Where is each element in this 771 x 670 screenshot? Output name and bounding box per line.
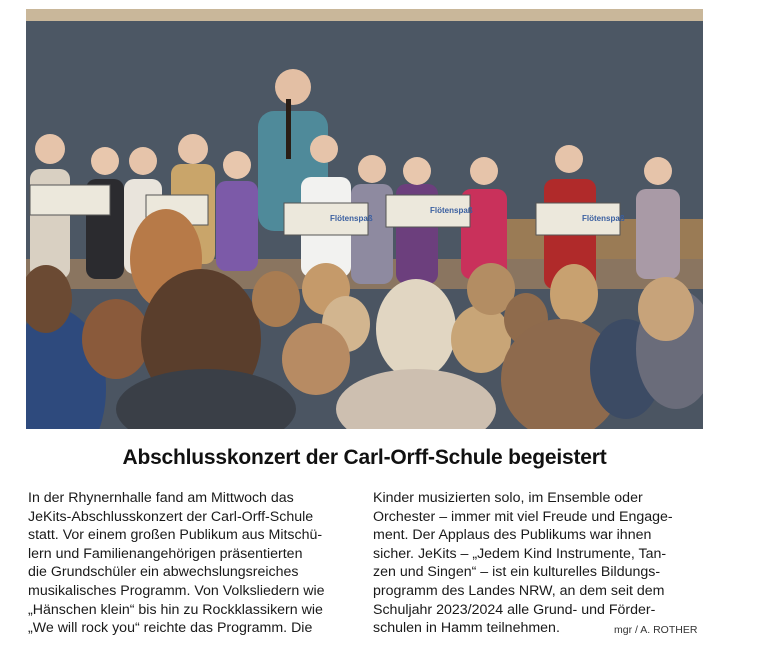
text-line: lern und Familienangehörigen präsentierten bbox=[28, 545, 303, 562]
text-line: schulen in Hamm teilnehmen. bbox=[373, 620, 560, 637]
svg-text:Flötenspaß: Flötenspaß bbox=[330, 214, 373, 223]
text-line: programm des Landes NRW, an dem seit dem bbox=[373, 582, 665, 599]
text-line: Kinder musizierten solo, im Ensemble oder bbox=[373, 490, 643, 506]
text-line: Schuljahr 2023/2024 alle Grund- und Förder- bbox=[373, 601, 656, 618]
svg-text:Flötenspaß: Flötenspaß bbox=[430, 206, 473, 215]
text-line: Orchester – immer mit viel Freude und Engage- bbox=[373, 508, 673, 525]
text-line: „We will rock you“ reichte das Programm. Die bbox=[28, 620, 313, 637]
text-line: „Hänschen klein“ bis hin zu Rockklassikern wie bbox=[28, 601, 323, 618]
text-line: In der Rhynernhalle fand am Mittwoch das bbox=[28, 490, 294, 506]
text-line: sicher. JeKits – „Jedem Kind Instrumente, Tan- bbox=[373, 545, 667, 562]
text-line: ment. Der Applaus des Publikums war ihnen bbox=[373, 527, 652, 544]
svg-text:Flötenspaß: Flötenspaß bbox=[582, 214, 625, 223]
text-line: musikalisches Programm. Von Volksliedern wie bbox=[28, 582, 325, 599]
article-column-right bbox=[373, 489, 705, 638]
concert-photo-illustration bbox=[26, 9, 703, 429]
text-line: zen und Singen“ – ist ein kulturelles Bildungs- bbox=[373, 564, 661, 581]
photo-credit: mgr / A. ROTHER bbox=[614, 624, 698, 636]
article-headline: Abschlusskonzert der Carl-Orff-Schule begeistert bbox=[122, 446, 607, 469]
article-column-left bbox=[28, 489, 358, 638]
text-line: die Grundschüler ein abwechslungsreiches bbox=[28, 564, 299, 581]
text-line: JeKits-Abschlusskonzert der Carl-Orff-Schule bbox=[28, 508, 314, 525]
article-photo bbox=[26, 9, 703, 429]
text-line: statt. Vor einem großen Publikum aus Mitschü- bbox=[28, 527, 323, 544]
